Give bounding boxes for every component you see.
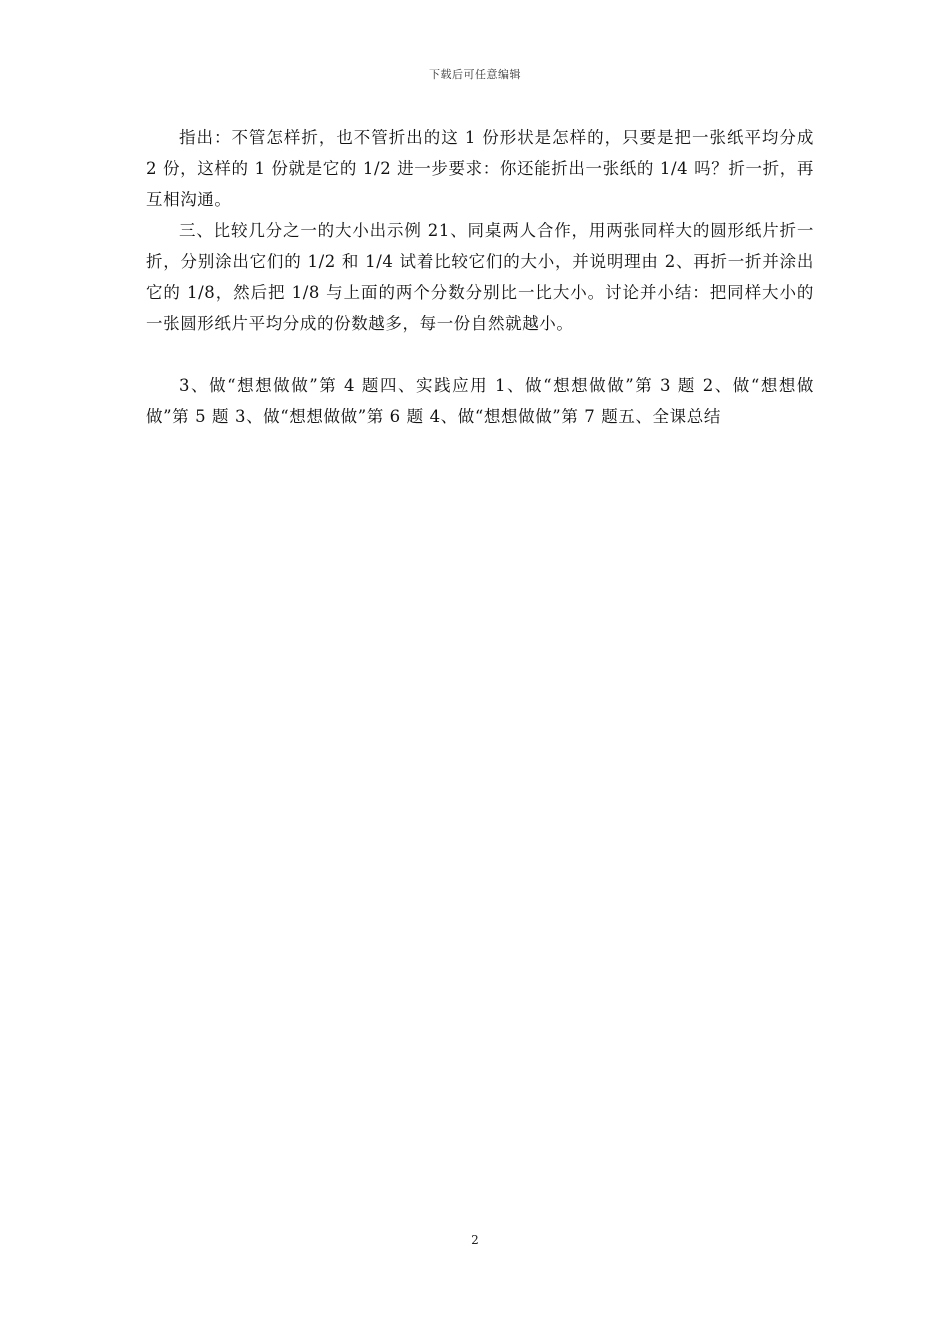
paragraph-fold-explanation: 指出：不管怎样折，也不管折出的这 1 份形状是怎样的，只要是把一张纸平均分成 2 份，这样的 1 份就是它的 1/2 进一步要求：你还能折出一张纸的 1/4 吗？折一折，再互相沟通。 bbox=[146, 128, 814, 209]
page-header: 下载后可任意编辑 bbox=[429, 68, 521, 81]
document-body bbox=[146, 122, 814, 432]
paragraph-compare-fractions: 三、比较几分之一的大小出示例 21、同桌两人合作，用两张同样大的圆形纸片折一折，分别涂出它们的 1/2 和 1/4 试着比较它们的大小，并说明理由 2、再折一折并涂出它的 1/8，然后把 1/8 与上面的两个分数分别比一比大小。讨论并小结：把同样大小的一张圆形纸片平均分成的份数越多，每一份自然就越小。 bbox=[146, 221, 814, 333]
page-number: 2 bbox=[471, 1233, 479, 1247]
paragraph-exercises: 3、做“想想做做”第 4 题四、实践应用 1、做“想想做做”第 3 题 2、做“想想做做”第 5 题 3、做“想想做做”第 6 题 4、做“想想做做”第 7 题五、全课总结 bbox=[146, 376, 814, 426]
